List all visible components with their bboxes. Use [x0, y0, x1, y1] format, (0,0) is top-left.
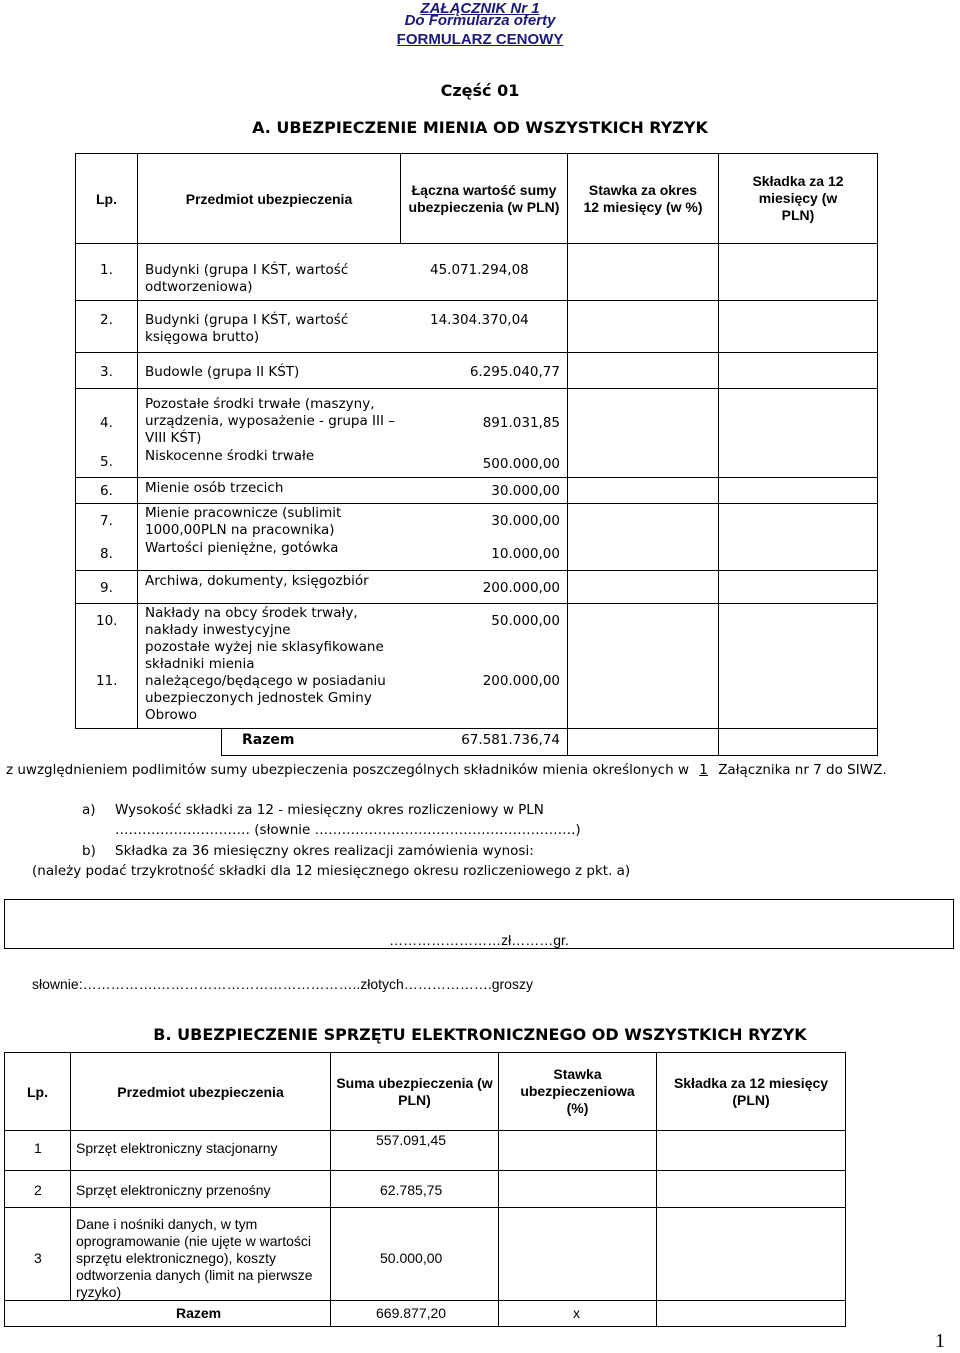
row-value: 557.091,45 — [376, 1132, 447, 1148]
row-item: Archiwa, dokumenty, księgozbiór — [145, 573, 369, 589]
row-value: 500.000,00 — [482, 456, 560, 472]
row-item: Budynki (grupa I KŚT, wartość księgowa brutto) — [145, 312, 349, 345]
row-value: 62.785,75 — [380, 1182, 443, 1198]
row-value: 200.000,00 — [482, 673, 560, 689]
note-end: Załącznika nr 7 do SIWZ. — [718, 762, 887, 778]
row-item: Niskocenne środki trwałe — [145, 448, 315, 464]
attachment-title: ZAŁĄCZNIK Nr 1 — [420, 0, 540, 17]
row-lp: 3 — [34, 1250, 42, 1266]
row-lp: 7. — [100, 513, 113, 529]
row-lp: 4. — [100, 415, 113, 431]
note-text: z uwzględnieniem podlimitów sumy ubezpieczenia poszczególnych składników mienia określonych w — [6, 762, 689, 778]
row-lp: 1 — [34, 1140, 42, 1156]
attachment-subtitle: Do Formularza oferty — [404, 12, 556, 29]
row-value: 891.031,85 — [482, 415, 560, 431]
b-label: b) — [82, 843, 96, 859]
col-header-sum: Łączna wartość sumy ubezpieczenia (w PLN) — [408, 181, 560, 215]
row-lp: 6. — [100, 483, 113, 499]
section-a-title: A. UBEZPIECZENIE MIENIA OD WSZYSTKICH RYZYK — [252, 118, 708, 137]
row-lp: 5. — [100, 454, 113, 470]
row-value: 6.295.040,77 — [469, 364, 560, 380]
row-lp: 10. — [96, 613, 118, 629]
row-lp: 2. — [100, 312, 113, 328]
row-value: 45.071.294,08 — [430, 262, 529, 278]
row-value: 50.000,00 — [380, 1250, 443, 1266]
row-item: Dane i nośniki danych, w tym oprogramowanie (nie ujęte w wartości sprzętu elektronicznego), koszty odtworzenia danych (limit na pierwsze ryzyko) — [76, 1216, 313, 1300]
col-header-premium: Składka za 12 miesięcy (w PLN) — [752, 173, 844, 223]
b-note: (należy podać trzykrotność składki dla 12 miesięcznego okresu rozliczeniowego z pkt. a) — [32, 863, 631, 879]
total-label: Razem — [242, 732, 295, 748]
row-value: 14.304.370,04 — [430, 312, 529, 328]
row-value: 10.000,00 — [491, 546, 560, 562]
row-value: 30.000,00 — [491, 513, 560, 529]
col-header-sum: Suma ubezpieczenia (w PLN) — [336, 1074, 493, 1108]
row-lp: 2 — [34, 1182, 42, 1198]
row-lp: 8. — [100, 546, 113, 562]
total-label: Razem — [176, 1305, 222, 1321]
col-header-lp: Lp. — [27, 1083, 48, 1100]
col-header-rate: Stawka ubezpieczeniowa (%) — [520, 1066, 635, 1116]
row-item: Pozostałe środki trwałe (maszyny, urządzenia, wyposażenie - grupa III – VIII KŚT) — [145, 396, 396, 446]
row-value: 50.000,00 — [491, 613, 560, 629]
words-line[interactable]: słownie:…………….……………………………………..złotych……………….groszy — [32, 976, 533, 992]
row-item: Sprzęt elektroniczny przenośny — [76, 1182, 271, 1198]
col-header-rate: Stawka za okres 12 miesięcy (w %) — [583, 181, 703, 215]
page-number: 1 — [935, 1330, 945, 1352]
row-item: Mienie osób trzecich — [145, 480, 284, 496]
a-text: Wysokość składki za 12 - miesięczny okres rozliczeniowy w PLN — [115, 802, 544, 818]
row-value: 30.000,00 — [491, 483, 560, 499]
col-header-item: Przedmiot ubezpieczenia — [185, 190, 353, 207]
col-header-premium: Składka za 12 miesięcy (PLN) — [673, 1074, 829, 1108]
row-lp: 3. — [100, 364, 113, 380]
row-item: Budowle (grupa II KŚT) — [145, 364, 300, 380]
row-lp: 11. — [96, 673, 118, 689]
total-value: 669.877,20 — [376, 1305, 447, 1321]
row-item: Budynki (grupa I KŚT, wartość odtworzeniowa) — [145, 262, 349, 295]
b-text: Składka za 36 miesięczny okres realizacji zamówienia wynosi: — [115, 843, 534, 859]
row-value: 200.000,00 — [482, 580, 560, 596]
row-item: Nakłady na obcy środek trwały, nakłady inwestycyjne — [145, 605, 358, 638]
row-item: Wartości pieniężne, gotówka — [145, 540, 339, 556]
col-header-lp: Lp. — [96, 190, 117, 207]
row-item: pozostałe wyżej nie sklasyfikowane składniki mienia należącego/będącego w posiadaniu ubezpieczonych jednostek Gminy Obrowo — [145, 639, 386, 723]
col-header-item: Przedmiot ubezpieczenia — [117, 1083, 284, 1100]
form-title: FORMULARZ CENOWY — [396, 31, 564, 48]
note-number: 1 — [699, 762, 708, 778]
a-fill-line[interactable]: ………………………… (słownie ………………………………………………….) — [115, 822, 581, 838]
row-item: Mienie pracownicze (sublimit 1000,00PLN na pracownika) — [145, 505, 342, 538]
a-label: a) — [82, 802, 96, 818]
row-lp: 1. — [100, 262, 113, 278]
total-rate: x — [573, 1305, 580, 1321]
section-b-title: B. UBEZPIECZENIE SPRZĘTU ELEKTRONICZNEGO OD WSZYSTKICH RYZYK — [153, 1025, 807, 1044]
total-value: 67.581.736,74 — [461, 732, 560, 748]
row-item: Sprzęt elektroniczny stacjonarny — [76, 1140, 278, 1156]
amount-box-text: ……………………zł………gr. — [389, 932, 569, 948]
part-title: Część 01 — [440, 81, 520, 100]
row-lp: 9. — [100, 580, 113, 596]
